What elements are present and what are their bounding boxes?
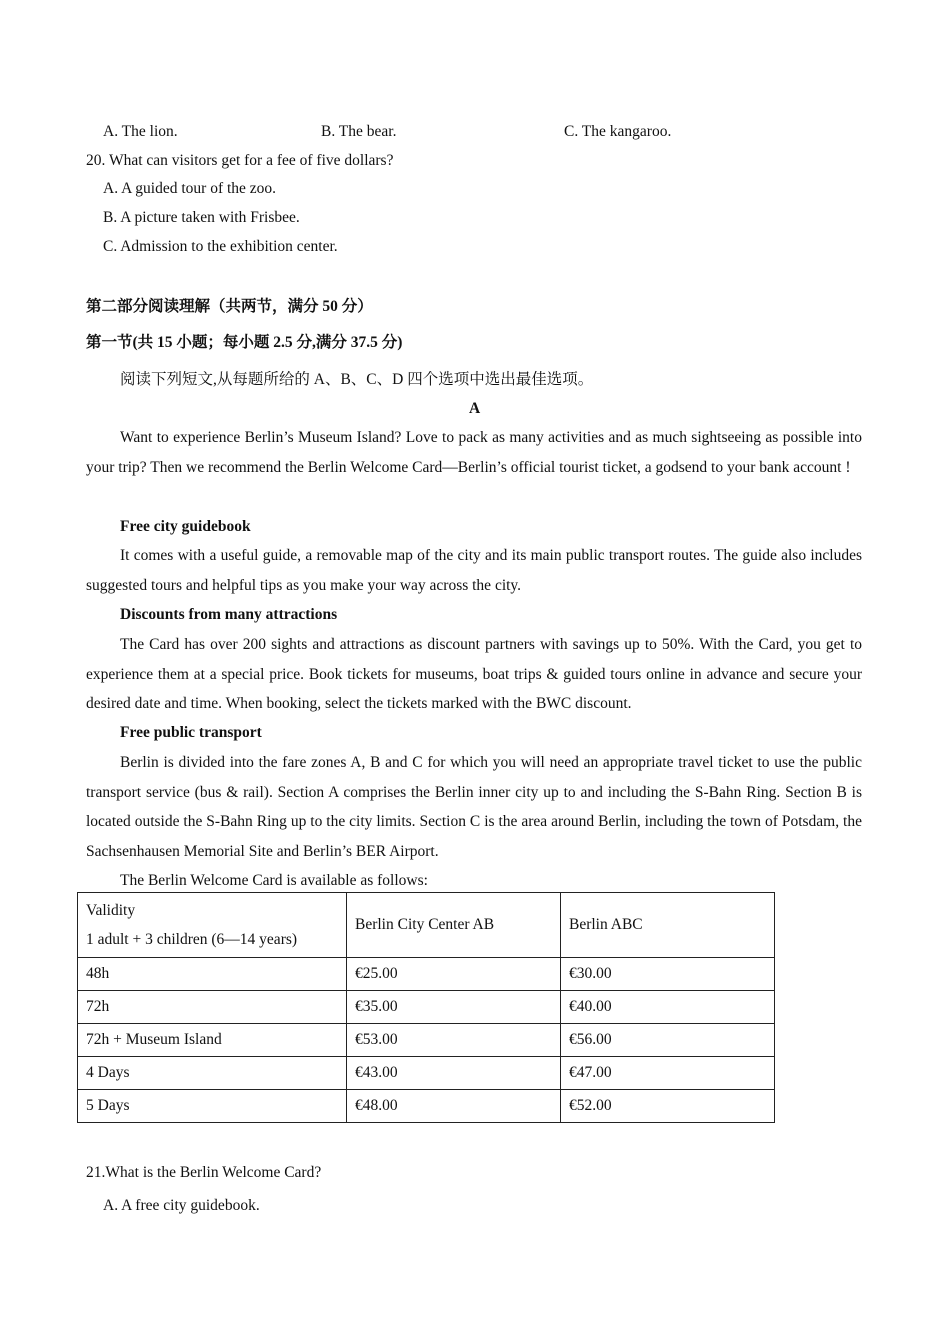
row-price-ab: €43.00 <box>347 1057 561 1090</box>
row-price-abc: €47.00 <box>561 1057 775 1090</box>
q19-option-c: C. The kangaroo. <box>564 123 672 140</box>
row-price-abc: €40.00 <box>561 991 775 1024</box>
row-validity: 5 Days <box>78 1090 347 1123</box>
row-price-ab: €25.00 <box>347 958 561 991</box>
header-validity: Validity <box>86 902 136 919</box>
table-row <box>78 991 775 1024</box>
row-validity: 48h <box>78 958 347 991</box>
q21-stem: 21.What is the Berlin Welcome Card? <box>86 1164 322 1181</box>
price-table <box>77 892 775 1123</box>
header-berlin-abc: Berlin ABC <box>561 893 775 958</box>
heading-free-city-guidebook: Free city guidebook <box>120 518 251 535</box>
heading-discounts: Discounts from many attractions <box>120 606 338 623</box>
q19-option-b: B. The bear. <box>321 123 397 140</box>
table-row <box>78 1024 775 1057</box>
q20-option-a: A. A guided tour of the zoo. <box>103 180 277 197</box>
row-price-ab: €48.00 <box>347 1090 561 1123</box>
row-validity: 4 Days <box>78 1057 347 1090</box>
q21-option-a: A. A free city guidebook. <box>103 1197 260 1214</box>
row-validity: 72h <box>78 991 347 1024</box>
q20-stem: 20. What can visitors get for a fee of five dollars? <box>86 152 394 169</box>
q20-option-c: C. Admission to the exhibition center. <box>103 238 338 255</box>
header-validity-cell <box>78 893 347 958</box>
table-row <box>78 1090 775 1123</box>
row-price-ab: €35.00 <box>347 991 561 1024</box>
passage-label: A <box>469 400 481 417</box>
row-price-abc: €52.00 <box>561 1090 775 1123</box>
part2-title: 第二部分阅读理解（共两节，满分 50 分） <box>86 298 373 315</box>
q19-option-a: A. The lion. <box>103 123 178 140</box>
instructions: 阅读下列短文,从每题所给的 A、B、C、D 四个选项中选出最佳选项。 <box>120 371 594 388</box>
row-price-abc: €56.00 <box>561 1024 775 1057</box>
header-city-center-ab: Berlin City Center AB <box>347 893 561 958</box>
table-intro: The Berlin Welcome Card is available as follows: <box>120 872 428 889</box>
section1-title: 第一节(共 15 小题；每小题 2.5 分,满分 37.5 分) <box>86 334 403 351</box>
paragraph-discounts: The Card has over 200 sights and attractions as discount partners with savings up to 50%. With the Card, you get to experience them at a special price. Book tickets for museums, boat trips & guided tours online in advance and secure your desired date and time. When booking, select the tickets marked with the BWC discount. <box>86 636 862 712</box>
table-header-row <box>78 893 775 958</box>
passage-intro: Want to experience Berlin’s Museum Island? Love to pack as many activities and as much sightseeing as possible into your trip? Then we recommend the Berlin Welcome Card—Berlin’s official tourist ticket, a godsend to your bank account ! <box>86 429 862 476</box>
paragraph-guidebook: It comes with a useful guide, a removable map of the city and its main public transport routes. The guide also includes suggested tours and helpful tips as you make your way across the city. <box>86 547 862 594</box>
q20-option-b: B. A picture taken with Frisbee. <box>103 209 300 226</box>
header-validity-note: 1 adult + 3 children (6—14 years) <box>86 931 298 948</box>
table-row <box>78 1057 775 1090</box>
row-validity: 72h + Museum Island <box>78 1024 347 1057</box>
row-price-abc: €30.00 <box>561 958 775 991</box>
table-row <box>78 958 775 991</box>
heading-free-public-transport: Free public transport <box>120 724 262 741</box>
row-price-ab: €53.00 <box>347 1024 561 1057</box>
paragraph-transport: Berlin is divided into the fare zones A, B and C for which you will need an appropriate travel ticket to use the public transport service (bus & rail). Section A comprises the Berlin inner city up to and including the S-Bahn Ring. Section B is located outside the S-Bahn Ring up to the city limits. Section C is the area around Berlin, including the town of Potsdam, the Sachsenhausen Memorial Site and Berlin’s BER Airport. <box>86 754 862 860</box>
